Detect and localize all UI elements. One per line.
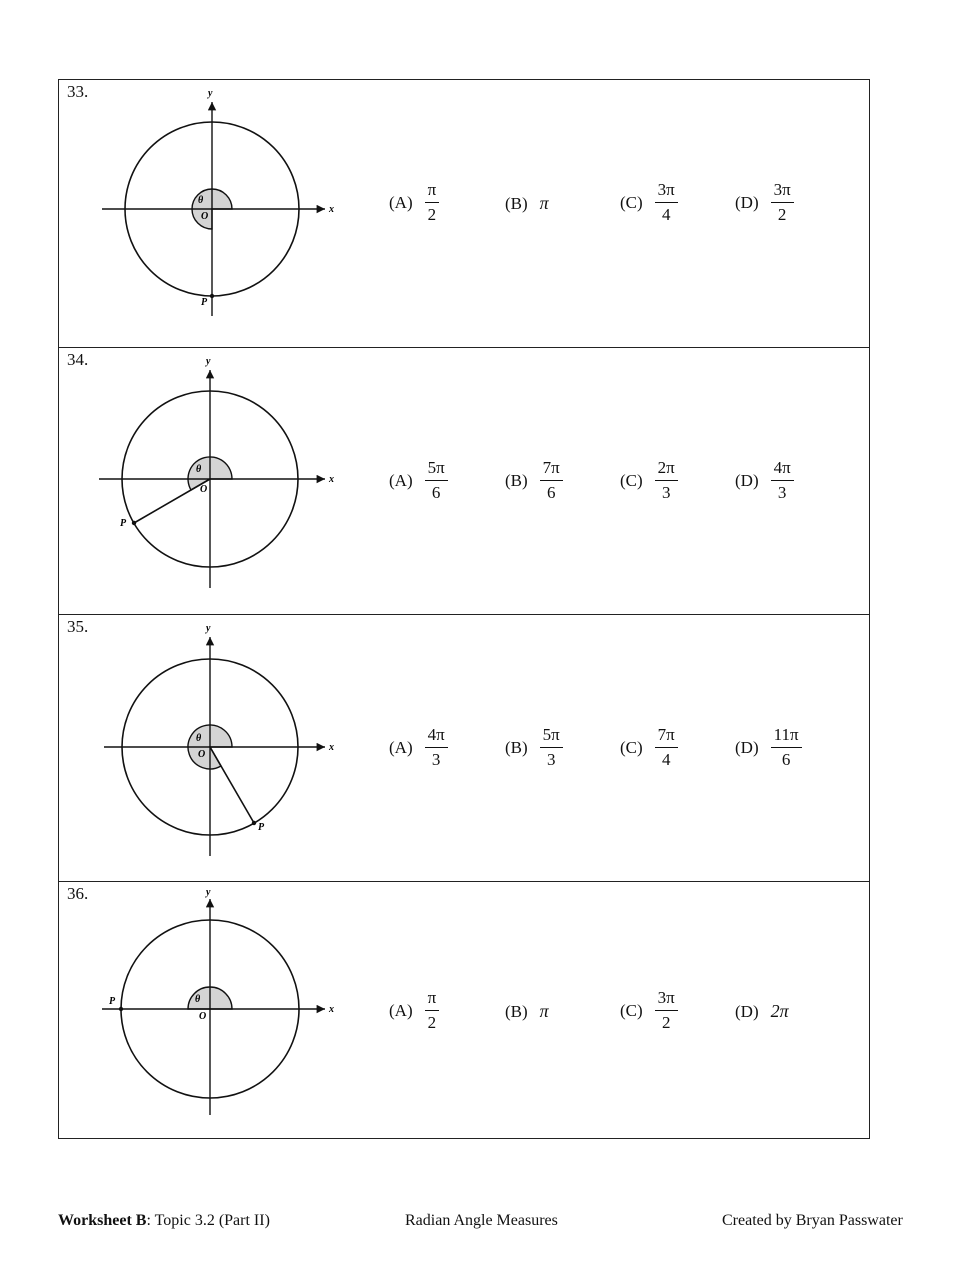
choice-b[interactable]: (B) π (505, 1001, 549, 1021)
theta-label: θ (198, 195, 204, 206)
choice-b[interactable]: (B) $\frac{7\pi}{6}$ (505, 458, 563, 503)
footer-author: Created by Bryan Passwater (722, 1212, 903, 1229)
y-axis-label: y (206, 623, 211, 634)
choice-b[interactable]: (B) π (505, 193, 549, 213)
y-axis-label: y (208, 88, 213, 99)
footer-title: Radian Angle Measures (405, 1212, 558, 1229)
origin-label: O (198, 749, 206, 760)
answer-choices (389, 80, 859, 347)
choice-a[interactable]: (A) $\frac{5\pi}{6}$ (389, 458, 448, 503)
question-number: 36. (67, 884, 89, 903)
question-number: 34. (67, 350, 89, 369)
point-p (132, 521, 136, 525)
x-axis-label: x (329, 1004, 334, 1015)
choice-d[interactable]: (D) $\frac{4\pi}{3}$ (735, 458, 794, 503)
footer-worksheet-bold: Worksheet B (58, 1212, 147, 1229)
question-number: 35. (67, 617, 89, 636)
theta-label: θ (195, 994, 201, 1005)
x-axis-label: x (329, 474, 334, 485)
choice-b[interactable]: (B) $\frac{5\pi}{3}$ (505, 725, 563, 770)
choice-d[interactable]: (D) 2π (735, 1001, 789, 1021)
point-p-label: P (258, 822, 265, 833)
origin-label: O (200, 484, 208, 495)
question-row-34 (59, 347, 869, 614)
point-p-label: P (109, 996, 116, 1007)
terminal-ray (210, 747, 254, 823)
footer-worksheet-rest: : Topic 3.2 (Part II) (146, 1212, 270, 1229)
choice-c[interactable]: (C) $\frac{2\pi}{3}$ (620, 458, 678, 503)
unit-circle-figure (97, 80, 347, 347)
choice-a[interactable]: (A) $\frac{4\pi}{3}$ (389, 725, 448, 770)
point-p (252, 821, 256, 825)
question-row-36 (59, 881, 869, 1138)
footer-worksheet (58, 1212, 270, 1230)
question-row-33 (59, 80, 869, 347)
point-p (119, 1007, 123, 1011)
unit-circle-figure (97, 348, 347, 615)
y-axis-label: y (206, 356, 211, 367)
theta-label: θ (196, 733, 202, 744)
y-axis-label: y (206, 887, 211, 898)
question-table (58, 79, 870, 1139)
choice-c[interactable]: (C) $\frac{7\pi}{4}$ (620, 725, 678, 770)
answer-choices (389, 348, 859, 614)
choice-c[interactable]: (C) $\frac{3\pi}{2}$ (620, 988, 678, 1033)
point-p (210, 294, 214, 298)
question-row-35 (59, 614, 869, 881)
x-axis-label: x (329, 204, 334, 215)
answer-choices (389, 615, 859, 881)
x-axis-label: x (329, 742, 334, 753)
terminal-ray (134, 479, 210, 523)
point-p-label: P (120, 518, 127, 529)
answer-choices (389, 882, 859, 1138)
choice-d[interactable]: (D) $\frac{11\pi}{6}$ (735, 725, 802, 770)
unit-circle-figure (97, 615, 347, 882)
choice-a[interactable]: (A) $\frac{\pi}{2}$ (389, 180, 439, 225)
unit-circle-figure (97, 882, 347, 1139)
theta-label: θ (196, 464, 202, 475)
point-p-label: P (201, 297, 208, 308)
origin-label: O (199, 1011, 207, 1022)
choice-a[interactable]: (A) $\frac{\pi}{2}$ (389, 988, 439, 1033)
question-number: 33. (67, 82, 89, 101)
choice-c[interactable]: (C) $\frac{3\pi}{4}$ (620, 180, 678, 225)
origin-label: O (201, 211, 209, 222)
choice-d[interactable]: (D) $\frac{3\pi}{2}$ (735, 180, 794, 225)
